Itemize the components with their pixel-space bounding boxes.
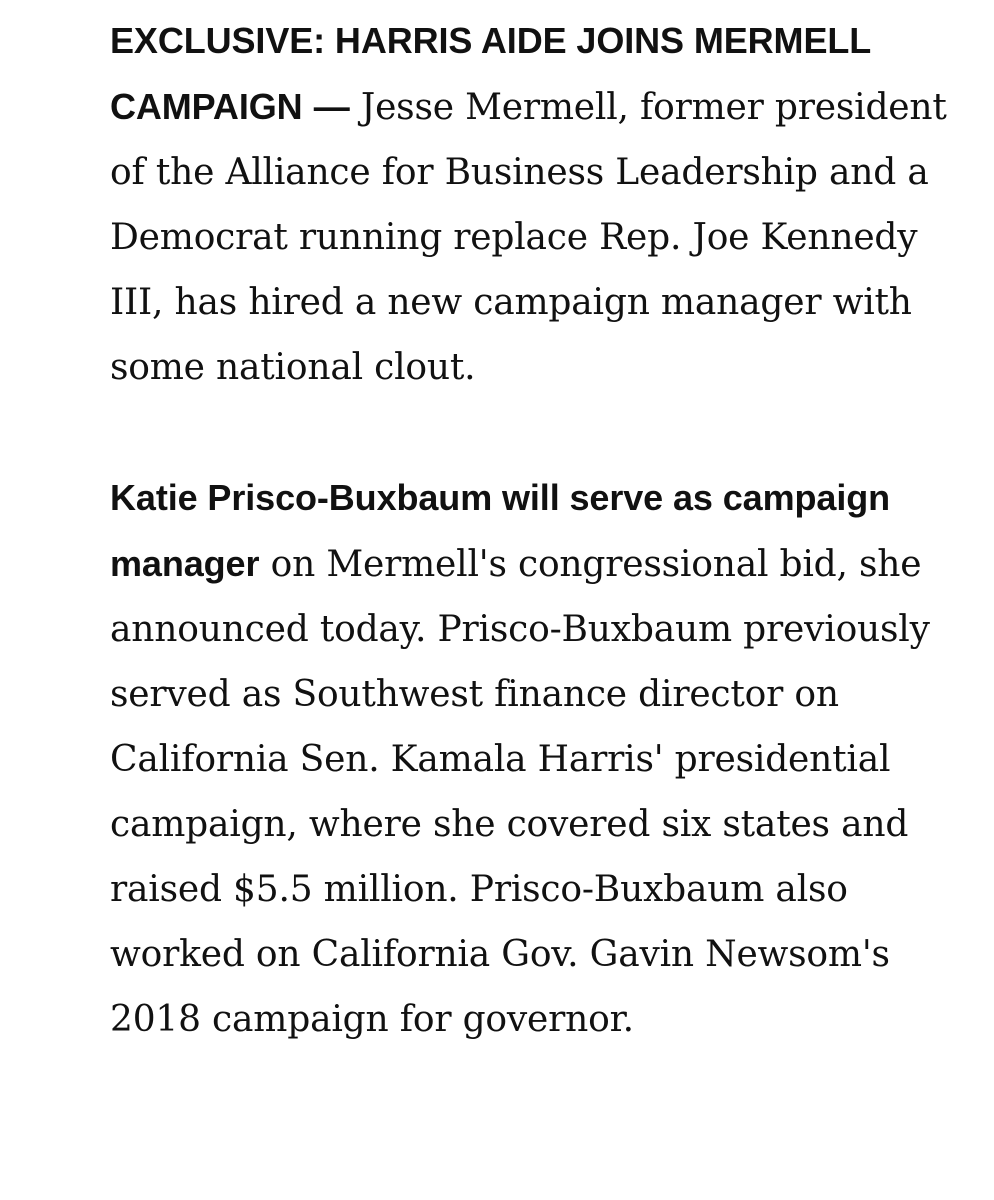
paragraph-2-body: on Mermell's congressional bid, she announced today. Prisco-Buxbaum previously served as Southwest finance director on California Sen. Kamala Harris' presidential campaign, where she covered six states and raised $5.5 million. Prisco-Buxbaum also worked on California Gov. Gavin Newsom's 2018 campaign for governor.: [110, 544, 930, 1040]
news-article: [110, 8, 950, 1052]
headline-lead: EXCLUSIVE: HARRIS AIDE JOINS MERMELL CAMPAIGN: [110, 20, 871, 127]
headline-separator: —: [313, 86, 350, 127]
article-paragraph-2: [110, 465, 950, 1052]
article-paragraph-1: [110, 8, 950, 400]
paragraph-2-lead: Katie Prisco-Buxbaum will serve as campaign manager: [110, 477, 891, 584]
paragraph-1-body: Jesse Mermell, former president of the Alliance for Business Leadership and a Democrat running replace Rep. Joe Kennedy III, has hired a new campaign manager with some national clout.: [110, 87, 947, 388]
